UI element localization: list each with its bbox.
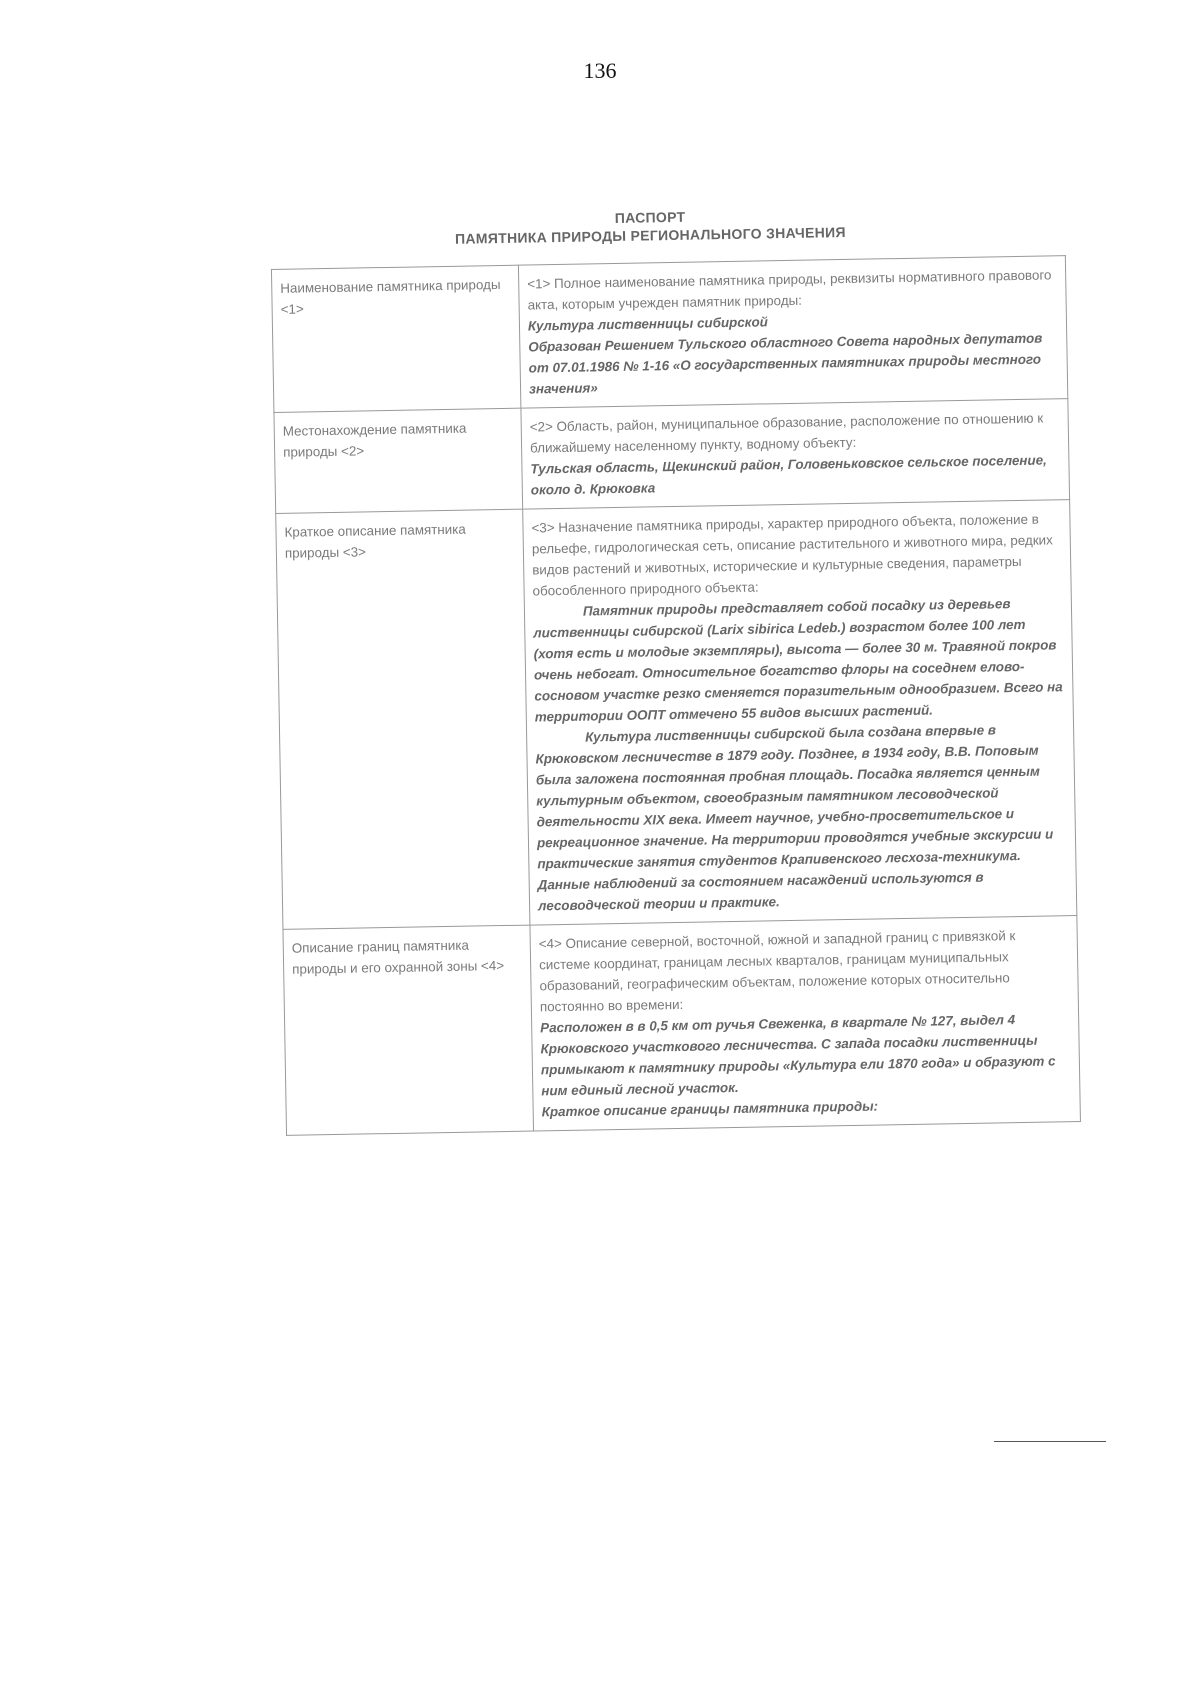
- row-content: [530, 916, 1081, 1132]
- passport-table: [271, 255, 1081, 1136]
- row-content: [521, 399, 1070, 510]
- row-value: Образован Решением Тульского областного Совета народных депутатов от 07.01.1986 № 1-16 «О государственных памятниках природы местного значения»: [528, 330, 1043, 397]
- row-intro: <3> Назначение памятника природы, характер природного объекта, положение в рельефе, гидрологическая сеть, описание растительного и животного мира, редких видов растений и животных, исторические и культурные сведения, параметры обособленного природного объекта:: [531, 511, 1053, 599]
- passport-title: [270, 202, 1031, 251]
- row-label: Описание границ памятника природы и его охранной зоны <4>: [283, 925, 534, 1135]
- footnote-divider: [994, 1441, 1106, 1442]
- row-intro: <4> Описание северной, восточной, южной и западной границ с привязкой к системе координат, границам лесных кварталов, границам муниципальных образований, географическим объектам, положение которых относительно постоянно во времени:: [538, 928, 1016, 1015]
- row-intro: <1> Полное наименование памятника природы, реквизиты нормативного правового акта, которым учрежден памятник природы:: [527, 267, 1052, 313]
- row-label: Краткое описание памятника природы <3>: [276, 509, 530, 929]
- row-content: [518, 256, 1067, 409]
- passport-scan: [270, 202, 1063, 1136]
- row-value: Расположен в в 0,5 км от ручья Свеженка, в квартале № 127, выдел 4 Крюковского участкового лесничества. С запада посадки лиственницы примыкают к памятнику природы «Культура ели 1870 года» и образуют с ним единый лесной участок.: [540, 1012, 1056, 1099]
- row-value: Памятник природы представляет собой посадку из деревьев лиственницы сибирской (Larix sibirica Ledeb.) возрастом более 100 лет (хотя есть и молодые экземпляры), высота — более 30 м. Травяной покров очень небогат. Относительное богатство флоры на соседнем елово-сосновом участке резко сменяется поразительным однообразием. Всего на территории ООПТ отмечено 55 видов высших растений.: [533, 596, 1063, 725]
- row-label: Местонахождение памятника природы <2>: [274, 408, 523, 513]
- row-label: Наименование памятника природы <1>: [271, 265, 520, 412]
- row-value: Тульская область, Щекинский район, Головеньковское сельское поселение, около д. Крюковка: [530, 452, 1047, 498]
- page-number: 136: [583, 58, 617, 83]
- row-intro: <2> Область, район, муниципальное образование, расположение по отношению к ближайшему населенному пункту, водному объекту:: [529, 410, 1044, 456]
- table-row: [274, 399, 1070, 514]
- row-value: Краткое описание границы памятника природы:: [541, 1098, 879, 1120]
- row-content: [523, 500, 1077, 925]
- table-row: [283, 916, 1080, 1136]
- title-line-1: ПАСПОРТ: [614, 208, 686, 226]
- row-value: Культура лиственницы сибирской была создана впервые в Крюковском лесничестве в 1879 году. Позднее, в 1934 году, В.В. Поповым была заложена постоянная пробная площадь. Посадка является ценным культурным объектом, своеобразным памятником лесоводческой деятельности XIX века. Имеет научное, учебно-просветительское и рекреационное значение. На территории проводятся учебные экскурсии и практические занятия студентов Крапивенского лесхоза-техникума. Данные наблюдений за состоянием насаждений используются в лесоводческой теории и практике.: [535, 722, 1054, 914]
- title-line-2: ПАМЯТНИКА ПРИРОДЫ РЕГИОНАЛЬНОГО ЗНАЧЕНИЯ: [454, 223, 846, 247]
- row-value: Культура лиственницы сибирской: [527, 314, 768, 334]
- table-row: [276, 500, 1077, 930]
- table-row: [271, 256, 1067, 413]
